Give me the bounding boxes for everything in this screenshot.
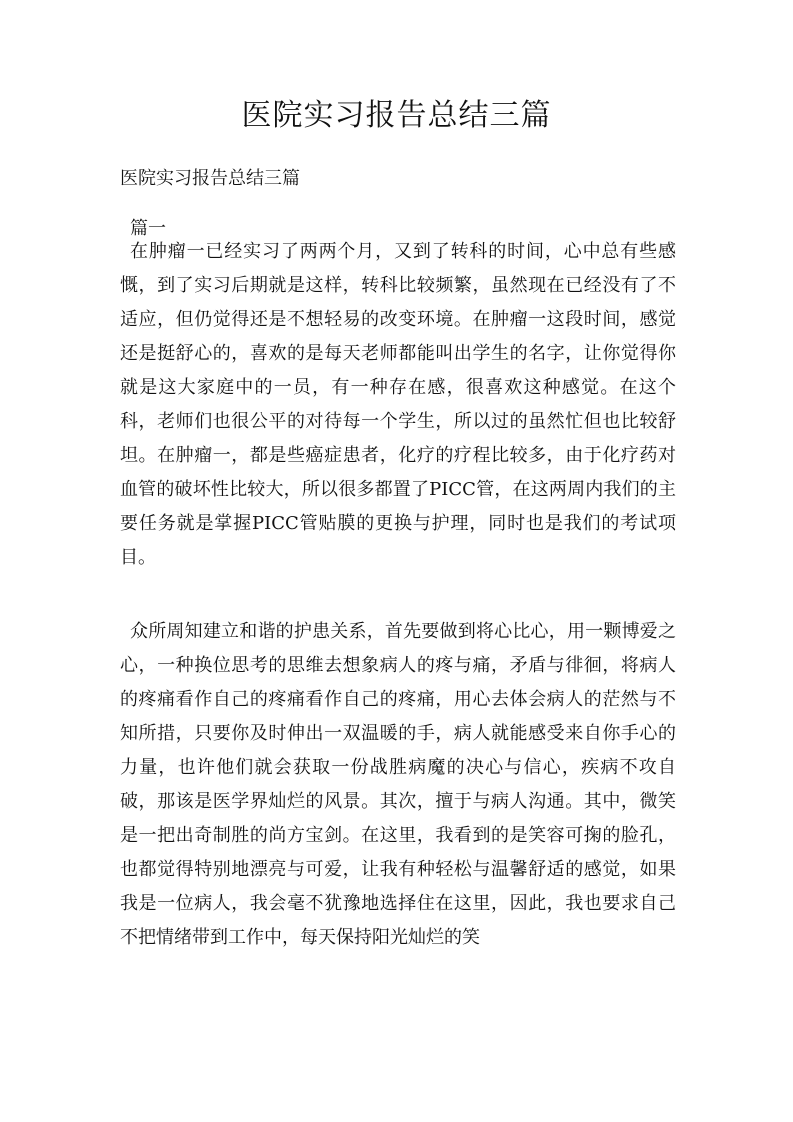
document-subtitle: 医院实习报告总结三篇	[120, 168, 300, 189]
paragraph-1: 在肿瘤一已经实习了两两个月，又到了转科的时间，心中总有些感慨，到了实习后期就是这样，转科比较频繁，虽然现在已经没有了不适应，但仍觉得还是不想轻易的改变环境。在肿瘤一这段时间，感觉还是挺舒心的，喜欢的是每天老师都能叫出学生的名字，让你觉得你就是这大家庭中的一员，有一种存在感，很喜欢这种感觉。在这个科，老师们也很公平的对待每一个学生，所以过的虽然忙但也比较舒坦。在肿瘤一，都是些癌症患者，化疗的疗程比较多，由于化疗药对血管的破坏性比较大，所以很多都置了PICC管，在这两周内我们的主要任务就是掌握PICC管贴膜的更换与护理，同时也是我们的考试项目。	[120, 241, 676, 568]
paragraph-2: 众所周知建立和谐的护患关系，首先要做到将心比心，用一颗博爱之心，一种换位思考的思维去想象病人的疼与痛，矛盾与徘徊，将病人的疼痛看作自己的疼痛看作自己的疼痛，用心去体会病人的茫然与不知所措，只要你及时伸出一双温暖的手，病人就能感受来自你手心的力量，也许他们就会获取一份战胜病魔的决心与信心，疾病不攻自破，那该是医学界灿烂的风景。其次，擅于与病人沟通。其中，微笑是一把出奇制胜的尚方宝剑。在这里，我看到的是笑容可掬的脸孔，也都觉得特别地漂亮与可爱，让我有种轻松与温馨舒适的感觉，如果我是一位病人，我会毫不犹豫地选择住在这里，因此，我也要求自己不把情绪带到工作中，每天保持阳光灿烂的笑	[120, 621, 676, 948]
section-label: 篇一	[130, 218, 166, 239]
document-title: 医院实习报告总结三篇	[241, 98, 552, 133]
